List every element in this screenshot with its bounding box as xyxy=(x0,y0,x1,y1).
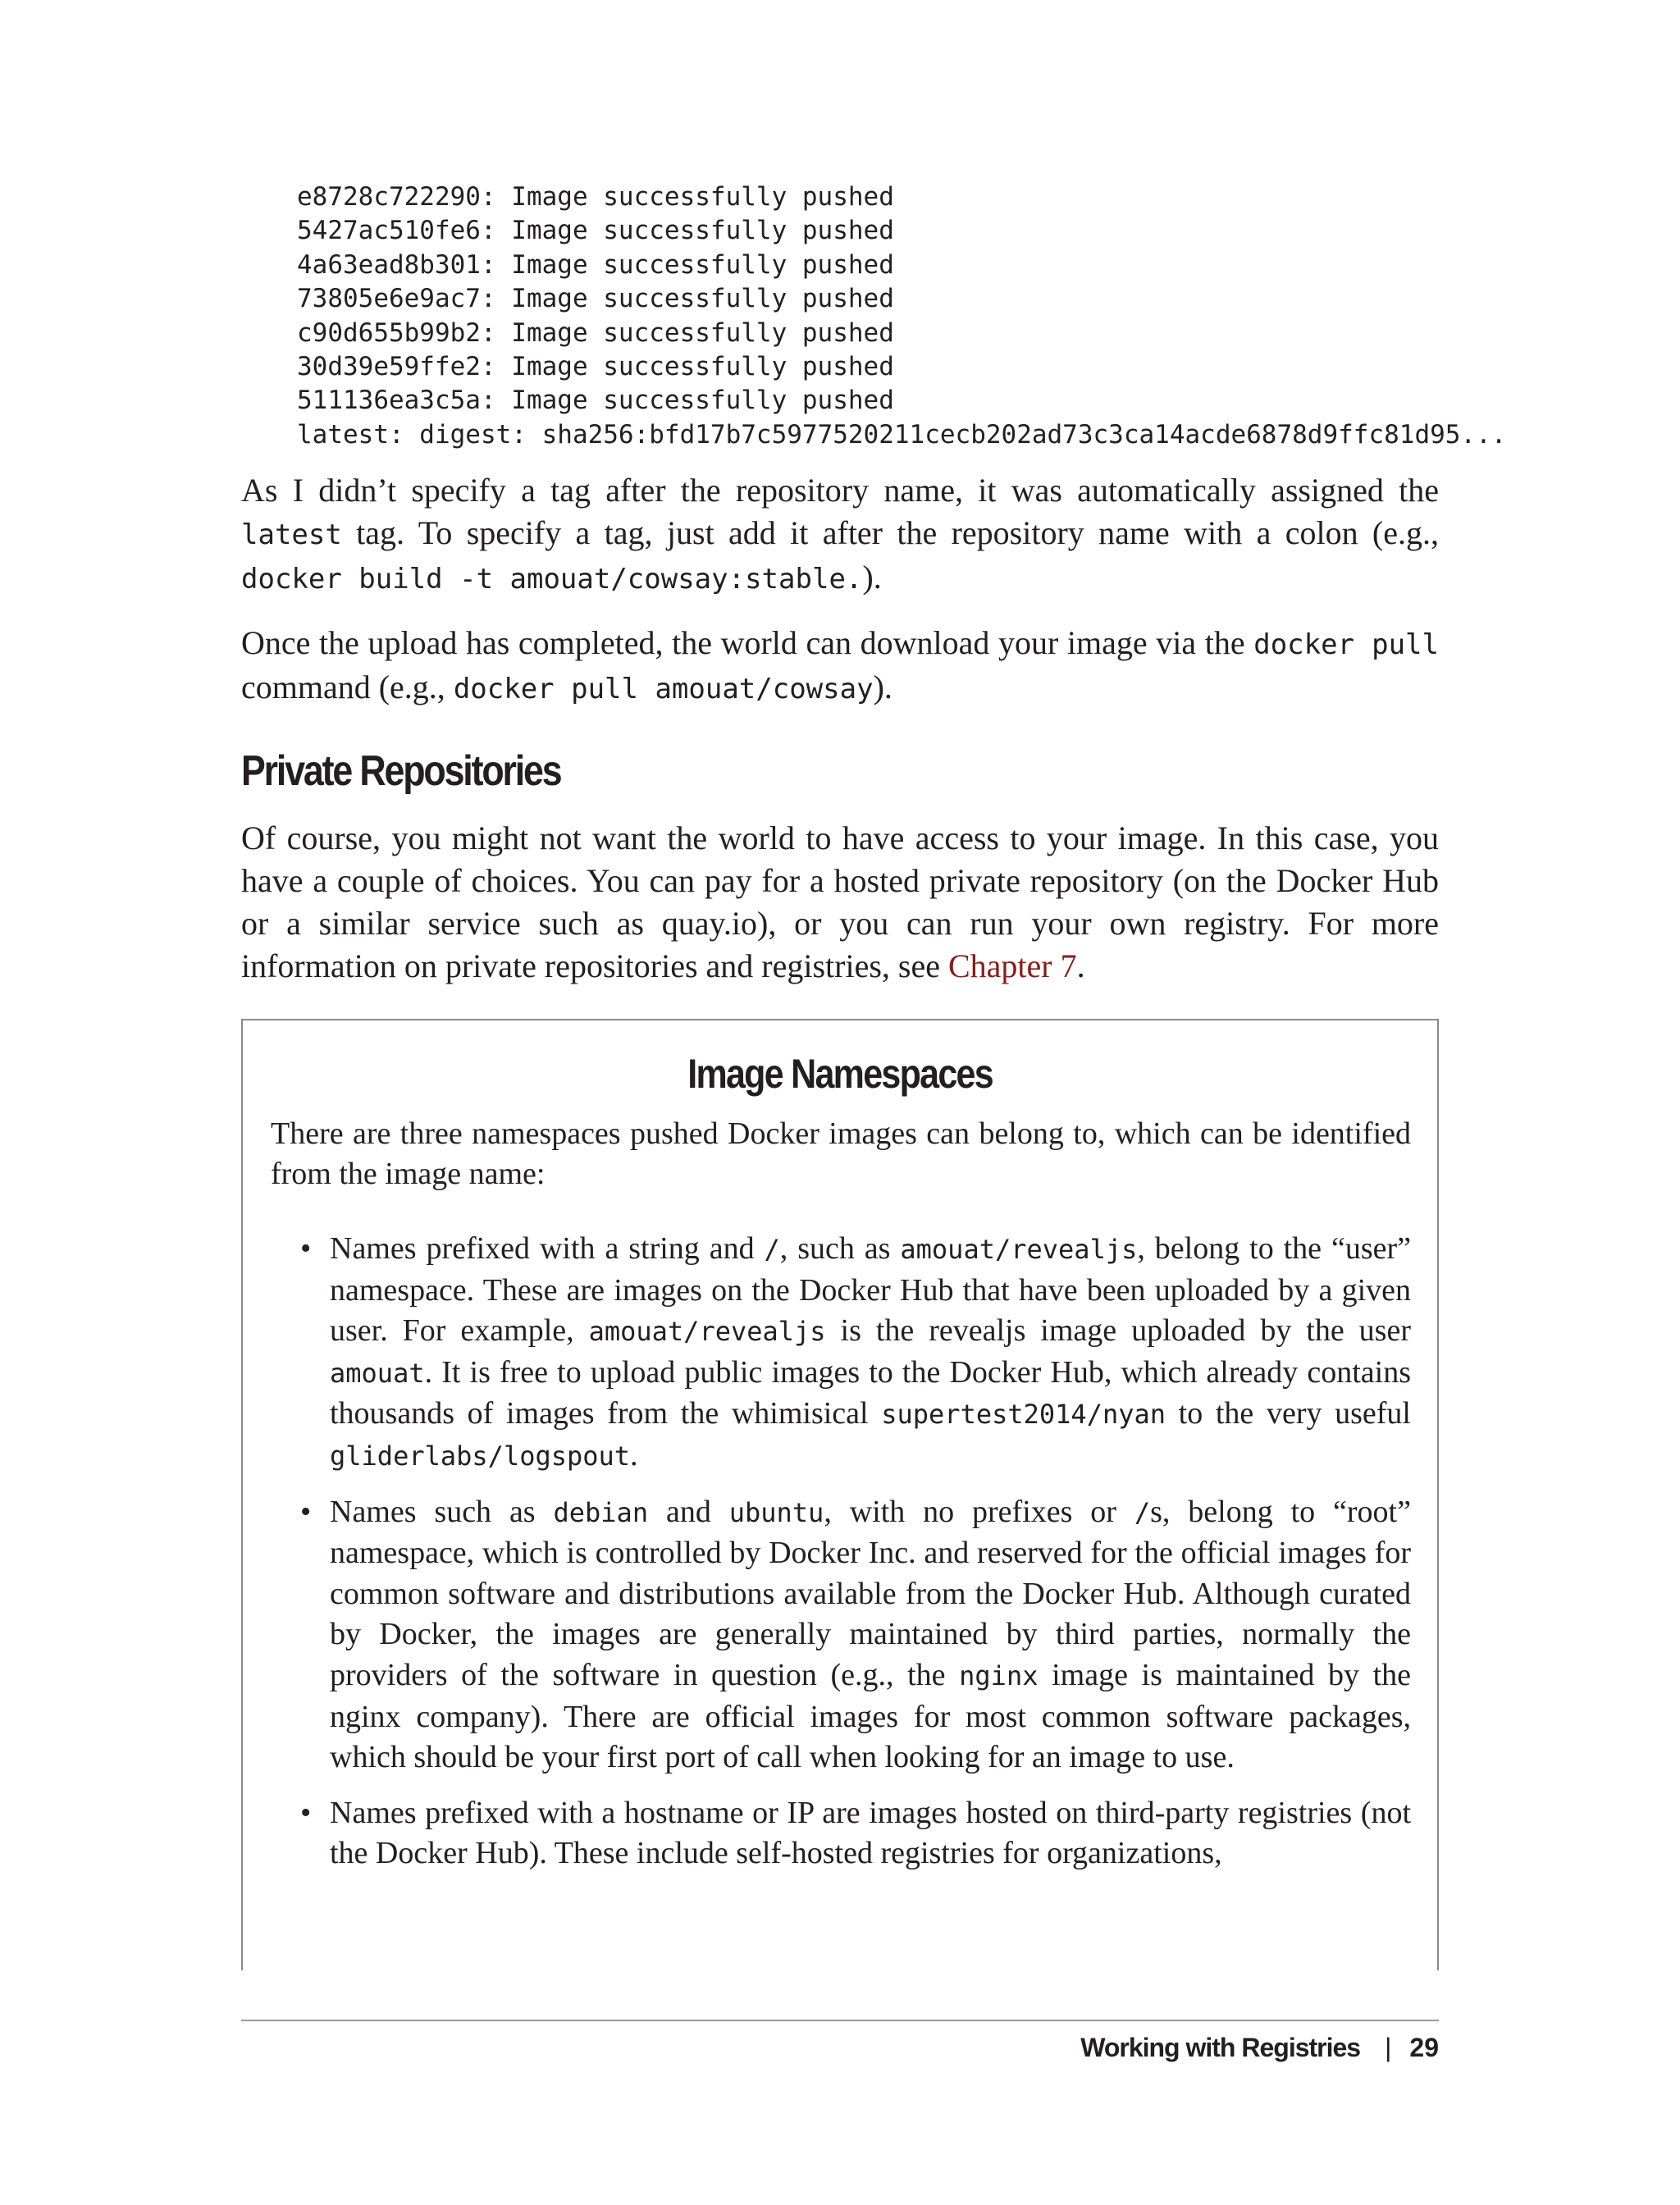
text: and xyxy=(648,1494,729,1529)
chapter-7-link[interactable]: Chapter 7 xyxy=(947,947,1077,984)
text: . It is free to upload public images to the Docker Hub, which already contains thousands of images from the whimisical xyxy=(330,1354,1411,1431)
page-footer xyxy=(1080,2029,1439,2066)
code-line: 73805e6e9ac7: Image successfully pushed xyxy=(297,284,894,314)
text: tag. To specify a tag, just add it after the repository name with a colon (e.g., xyxy=(341,514,1439,551)
paragraph-private-repos xyxy=(241,817,1439,988)
inline-code: nginx xyxy=(959,1659,1039,1691)
text: is the revealjs image uploaded by the user xyxy=(825,1313,1411,1349)
sidebar-title-text: Image Namespaces xyxy=(687,1051,993,1097)
inline-code: docker pull amouat/cowsay xyxy=(453,673,874,705)
inline-code: amouat xyxy=(330,1357,425,1389)
text: , such as xyxy=(779,1231,901,1266)
text: . xyxy=(1076,947,1085,984)
inline-code: docker pull xyxy=(1253,628,1439,661)
inline-code: amouat/revealjs xyxy=(588,1316,826,1348)
sidebar-box xyxy=(241,1019,1439,1970)
sidebar-intro: There are three namespaces pushed Docker images can belong to, which can be identified from the image name: xyxy=(271,1116,1411,1191)
code-line: e8728c722290: Image successfully pushed xyxy=(297,182,894,212)
inline-code: supertest2014/nyan xyxy=(881,1399,1166,1431)
text: , belong to the “user” namespace. These are images on the Docker Hub that have been uploaded by a given user. For example, xyxy=(330,1231,1412,1349)
bullet-icon: • xyxy=(300,1231,312,1266)
inline-code: / xyxy=(764,1234,780,1265)
text: Names prefixed with a string and xyxy=(330,1231,765,1266)
inline-code: gliderlabs/logspout xyxy=(330,1440,631,1472)
text: s, belong to “root” namespace, which is controlled by Docker Inc. and reserved for the official images for common software and distributions available from the Docker Hub. Although curated by Docker, the images are generally maintained by third parties, normally the providers of the software in question (e.g., the xyxy=(330,1494,1411,1692)
inline-code: amouat/revealjs xyxy=(900,1234,1138,1265)
list-item xyxy=(271,1229,1411,1477)
code-line: 5427ac510fe6: Image successfully pushed xyxy=(297,216,894,246)
inline-code: debian xyxy=(553,1496,649,1528)
list-item xyxy=(271,1793,1411,1874)
code-line: c90d655b99b2: Image successfully pushed xyxy=(297,317,894,348)
code-line: 4a63ead8b301: Image successfully pushed xyxy=(297,249,894,280)
bullet-icon: • xyxy=(300,1795,312,1830)
sidebar-title xyxy=(243,1048,1437,1099)
inline-code: ubuntu xyxy=(728,1496,824,1528)
text: Of course, you might not want the world to have access to your image. In this case, you have a couple of choices. You can pay for a hosted private repository (on the Docker Hub or a similar service such as quay.io), or you can run your own registry. For more information on private repositories and registries, see xyxy=(241,819,1439,984)
code-block xyxy=(297,180,1506,452)
code-line: 511136ea3c5a: Image successfully pushed xyxy=(297,386,894,416)
text: command (e.g., xyxy=(241,669,454,705)
footer-separator: | xyxy=(1385,2033,1392,2062)
text: As I didn’t specify a tag after the repository name, it was automatically assigned the xyxy=(241,472,1439,509)
text: to the very useful xyxy=(1166,1396,1411,1431)
inline-code: latest xyxy=(241,518,342,551)
code-line: latest: digest: sha256:bfd17b7c5977520211cecb202ad73c3ca14acde6878d9ffc81d95... xyxy=(297,419,1507,450)
text: Once the upload has completed, the world can download your image via the xyxy=(241,624,1254,661)
list-item xyxy=(271,1492,1411,1778)
section-heading: Private Repositories xyxy=(241,747,561,795)
footer-divider xyxy=(241,2020,1439,2021)
text: Names such as xyxy=(330,1494,554,1529)
text: Names prefixed with a hostname or IP are images hosted on third-party registries (not the Docker Hub). These include self-hosted registries for organizations, xyxy=(330,1795,1411,1871)
code-line: 30d39e59ffe2: Image successfully pushed xyxy=(297,352,894,382)
page-number: 29 xyxy=(1409,2033,1439,2062)
footer-section-title: Working with Registries xyxy=(1080,2033,1361,2062)
paragraph-latest-tag xyxy=(241,469,1439,600)
text: , with no prefixes or xyxy=(824,1494,1134,1529)
inline-code: docker build -t amouat/cowsay:stable. xyxy=(241,563,863,596)
bullet-icon: • xyxy=(300,1494,312,1529)
namespace-list xyxy=(271,1229,1411,1889)
text: ). xyxy=(862,559,882,596)
text: ). xyxy=(873,669,892,705)
text: image is maintained by the nginx company). There are official images for most common software packages, which should be your first port of call when looking for an image to use. xyxy=(330,1657,1411,1775)
paragraph-docker-pull xyxy=(241,622,1439,710)
inline-code: / xyxy=(1134,1496,1151,1528)
text: . xyxy=(630,1437,638,1472)
